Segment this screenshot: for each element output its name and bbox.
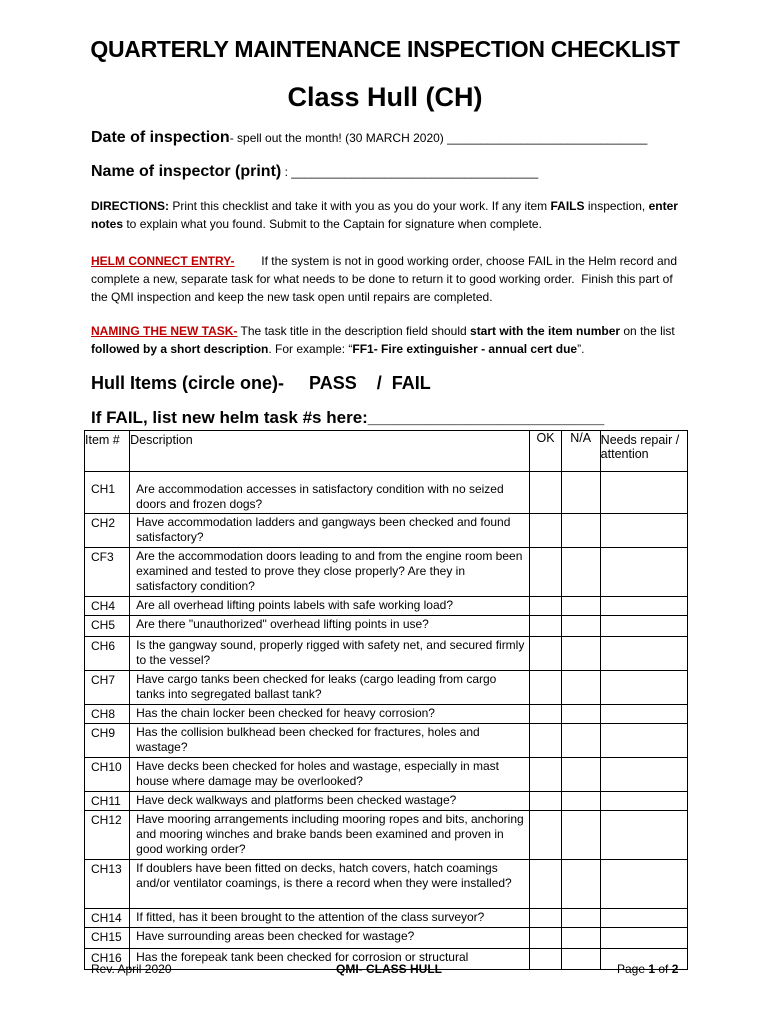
date-hint: - spell out the month! (30 MARCH 2020) ______________________________: [229, 131, 648, 145]
item-number: CH14: [85, 909, 130, 928]
needs-repair-cell[interactable]: [600, 811, 687, 860]
helm-connect-text: If the system is not in good working order, choose FAIL in the Helm record and complete a new, separate task for what needs to be done to return it to good working order. Finish this part of the QMI inspection and keep the new task open until repairs are completed.: [91, 254, 681, 304]
header-ok: OK: [530, 431, 561, 472]
header-na: N/A: [561, 431, 600, 472]
na-checkbox-cell[interactable]: [561, 949, 600, 970]
naming-text: on the list: [620, 324, 675, 338]
table-row: [85, 724, 688, 758]
na-checkbox-cell[interactable]: [561, 928, 600, 949]
na-checkbox-cell[interactable]: [561, 705, 600, 724]
name-label: Name of inspector (print): [91, 163, 282, 180]
ok-checkbox-cell[interactable]: [530, 811, 561, 860]
inspector-name-field[interactable]: [91, 163, 538, 181]
ok-checkbox-cell[interactable]: [530, 616, 561, 637]
item-description: Are all overhead lifting points labels with safe working load?: [130, 597, 530, 616]
ok-checkbox-cell[interactable]: [530, 928, 561, 949]
date-label: Date of inspection: [91, 129, 230, 146]
item-description: Have mooring arrangements including mooring ropes and bits, anchoring and mooring winches and brake bands been examined and proven in good working order?: [130, 811, 530, 860]
table-row: [85, 548, 688, 597]
footer-doc-name: QMI- CLASS HULL: [336, 962, 442, 976]
item-number: CH7: [85, 671, 130, 705]
naming-bold: followed by a short description: [91, 342, 269, 356]
needs-repair-cell[interactable]: [600, 548, 687, 597]
ok-checkbox-cell[interactable]: [530, 909, 561, 928]
na-checkbox-cell[interactable]: [561, 472, 600, 514]
ok-checkbox-cell[interactable]: [530, 548, 561, 597]
ok-checkbox-cell[interactable]: [530, 514, 561, 548]
helm-connect-label: HELM CONNECT ENTRY-: [91, 254, 235, 268]
table-header-row: [85, 431, 688, 472]
table-row: [85, 928, 688, 949]
item-description: Are there "unauthorized" overhead lifting points in use?: [130, 616, 530, 637]
na-checkbox-cell[interactable]: [561, 671, 600, 705]
needs-repair-cell[interactable]: [600, 514, 687, 548]
date-of-inspection-field[interactable]: [91, 129, 647, 147]
item-description: Have deck walkways and platforms been checked wastage?: [130, 792, 530, 811]
needs-repair-cell[interactable]: [600, 616, 687, 637]
na-checkbox-cell[interactable]: [561, 758, 600, 792]
footer-page-number: [617, 962, 678, 976]
table-row: [85, 758, 688, 792]
directions-text: Print this checklist and take it with you as you do your work. If any item: [169, 199, 551, 213]
page-prefix: Page: [617, 962, 649, 976]
na-checkbox-cell[interactable]: [561, 637, 600, 671]
needs-repair-cell[interactable]: [600, 792, 687, 811]
item-description: If doublers have been fitted on decks, hatch covers, hatch coamings and/or ventilator coamings, is there a record when they were installed?: [130, 860, 530, 909]
ok-checkbox-cell[interactable]: [530, 758, 561, 792]
ok-checkbox-cell[interactable]: [530, 597, 561, 616]
item-number: CH1: [85, 472, 130, 514]
footer-revision: Rev. April 2020: [91, 962, 172, 976]
na-checkbox-cell[interactable]: [561, 909, 600, 928]
na-checkbox-cell[interactable]: [561, 548, 600, 597]
page-total: 2: [671, 962, 679, 976]
header-description: Description: [130, 431, 530, 472]
directions-text: to explain what you found. Submit to the Captain for signature when complete.: [123, 217, 542, 231]
table-row: [85, 597, 688, 616]
directions-text: inspection,: [584, 199, 649, 213]
needs-repair-cell[interactable]: [600, 758, 687, 792]
item-number: CH6: [85, 637, 130, 671]
item-number: CH4: [85, 597, 130, 616]
hull-items-pass-fail[interactable]: Hull Items (circle one)- PASS / FAIL: [91, 373, 431, 393]
item-description: Are accommodation accesses in satisfactory condition with no seized doors and frozen dogs?: [130, 472, 530, 514]
item-description: Have decks been checked for holes and wastage, especially in mast house where damage may be overlooked?: [130, 758, 530, 792]
na-checkbox-cell[interactable]: [561, 616, 600, 637]
item-description: Has the forepeak tank been checked for corrosion or structural: [130, 949, 530, 970]
table-row: [85, 811, 688, 860]
directions-paragraph: [91, 197, 691, 233]
item-number: CH12: [85, 811, 130, 860]
ok-checkbox-cell[interactable]: [530, 472, 561, 514]
table-row: [85, 909, 688, 928]
naming-example: FF1- Fire extinguisher - annual cert due: [352, 342, 578, 356]
ok-checkbox-cell[interactable]: [530, 705, 561, 724]
needs-repair-cell[interactable]: [600, 597, 687, 616]
item-number: CH9: [85, 724, 130, 758]
item-number: CH8: [85, 705, 130, 724]
fail-task-list-field[interactable]: If FAIL, list new helm task #s here:_________________________: [91, 408, 605, 427]
table-row: [85, 616, 688, 637]
item-number: CH16: [85, 949, 130, 970]
document-subtitle: Class Hull (CH): [287, 82, 483, 112]
header-needs-repair: Needs repair / attention: [600, 431, 687, 472]
page-of: of: [655, 962, 672, 976]
naming-text: . For example: “: [268, 342, 353, 356]
item-description: Are the accommodation doors leading to and from the engine room been examined and tested to prove they close properly? Are they in satisfactory condition?: [130, 548, 530, 597]
item-description: Is the gangway sound, properly rigged with safety net, and secured firmly to the vessel?: [130, 637, 530, 671]
needs-repair-cell[interactable]: [600, 705, 687, 724]
na-checkbox-cell[interactable]: [561, 860, 600, 909]
table-row: [85, 514, 688, 548]
item-number: CF3: [85, 548, 130, 597]
needs-repair-cell[interactable]: [600, 637, 687, 671]
ok-checkbox-cell[interactable]: [530, 792, 561, 811]
needs-repair-cell[interactable]: [600, 909, 687, 928]
table-row: [85, 637, 688, 671]
directions-label: DIRECTIONS:: [91, 199, 169, 213]
item-description: Has the chain locker been checked for heavy corrosion?: [130, 705, 530, 724]
header-item: Item #: [85, 431, 130, 472]
needs-repair-cell[interactable]: [600, 671, 687, 705]
item-number: CH13: [85, 860, 130, 909]
table-row: [85, 671, 688, 705]
table-row: [85, 792, 688, 811]
naming-text: The task title in the description field should: [237, 324, 471, 338]
ok-checkbox-cell[interactable]: [530, 637, 561, 671]
needs-repair-cell[interactable]: [600, 928, 687, 949]
item-description: Have surrounding areas been checked for wastage?: [130, 928, 530, 949]
document-title: QUARTERLY MAINTENANCE INSPECTION CHECKLIST: [90, 36, 680, 62]
naming-text: ”.: [577, 342, 585, 356]
na-checkbox-cell[interactable]: [561, 597, 600, 616]
item-number: CH15: [85, 928, 130, 949]
na-checkbox-cell[interactable]: [561, 514, 600, 548]
page-num: 1: [648, 962, 656, 976]
naming-label: NAMING THE NEW TASK-: [91, 324, 238, 338]
ok-checkbox-cell[interactable]: [530, 671, 561, 705]
table-row: [85, 705, 688, 724]
item-description: Has the collision bulkhead been checked for fractures, holes and wastage?: [130, 724, 530, 758]
name-hint: : _____________________________________: [281, 165, 539, 179]
needs-repair-cell[interactable]: [600, 860, 687, 909]
ok-checkbox-cell[interactable]: [530, 860, 561, 909]
item-number: CH2: [85, 514, 130, 548]
needs-repair-cell[interactable]: [600, 472, 687, 514]
checklist-table: [84, 430, 688, 970]
directions-enter-notes: enter notes: [91, 199, 678, 231]
ok-checkbox-cell[interactable]: [530, 949, 561, 970]
directions-fails: FAILS: [550, 199, 585, 213]
na-checkbox-cell[interactable]: [561, 724, 600, 758]
item-number: CH5: [85, 616, 130, 637]
item-number: CH10: [85, 758, 130, 792]
na-checkbox-cell[interactable]: [561, 792, 600, 811]
table-row: [85, 860, 688, 909]
item-description: Have cargo tanks been checked for leaks (cargo leading from cargo tanks into segregated ballast tank?: [130, 671, 530, 705]
naming-bold: start with the item number: [470, 324, 621, 338]
needs-repair-cell[interactable]: [600, 724, 687, 758]
item-description: Have accommodation ladders and gangways been checked and found satisfactory?: [130, 514, 530, 548]
table-row: [85, 472, 688, 514]
ok-checkbox-cell[interactable]: [530, 724, 561, 758]
naming-paragraph: [91, 322, 691, 358]
helm-connect-paragraph: [91, 252, 691, 306]
na-checkbox-cell[interactable]: [561, 811, 600, 860]
item-description: If fitted, has it been brought to the attention of the class surveyor?: [130, 909, 530, 928]
item-number: CH11: [85, 792, 130, 811]
